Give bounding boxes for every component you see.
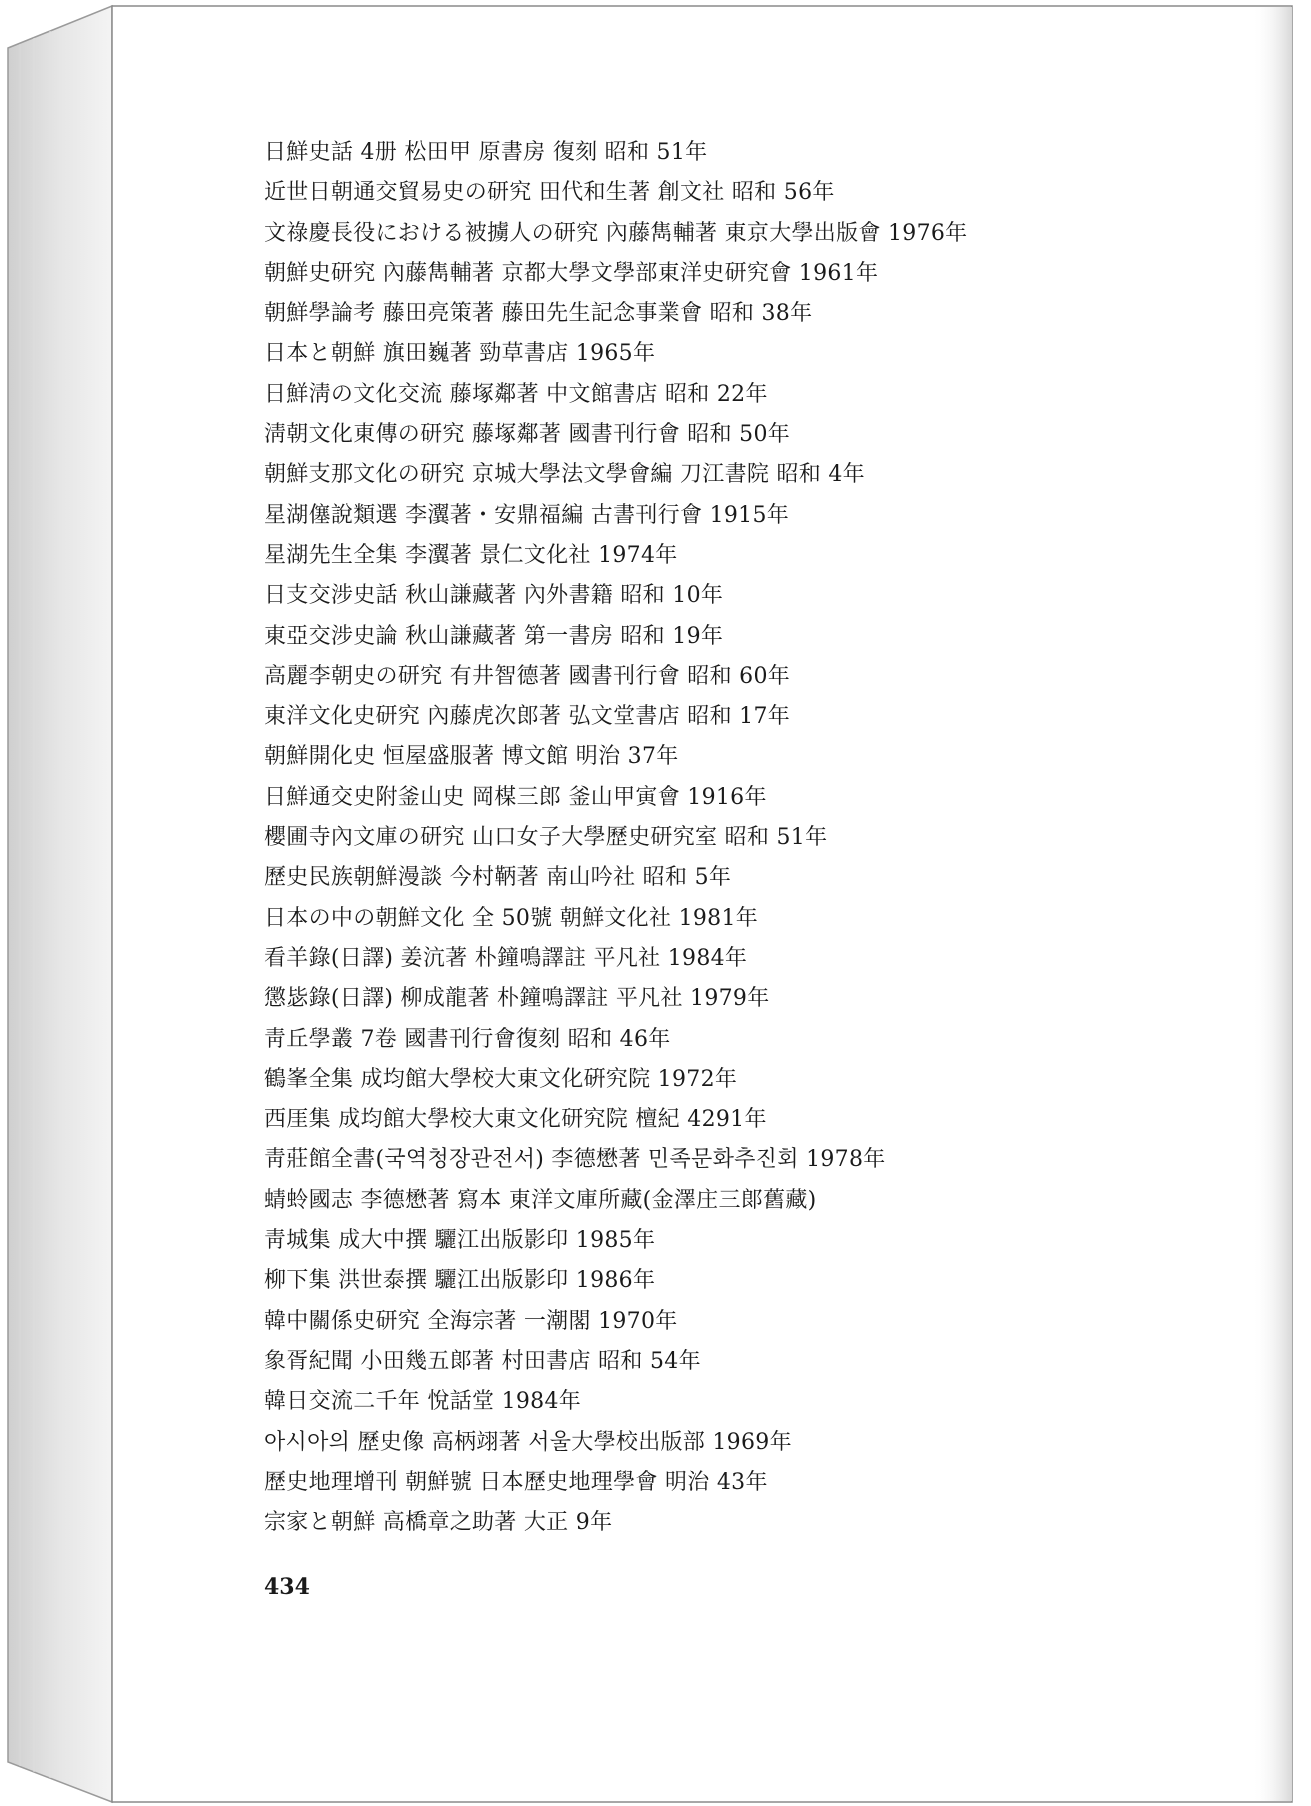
list-item: 淸朝文化東傳の研究 藤塚鄰著 國書刊行會 昭和 50年 [264, 422, 791, 448]
list-item: 靑城集 成大中撰 驪江出版影印 1985年 [264, 1228, 656, 1254]
list-item: 東洋文化史研究 內藤虎次郎著 弘文堂書店 昭和 17年 [264, 704, 791, 730]
list-item: 歷史民族朝鮮漫談 今村鞆著 南山吟社 昭和 5年 [264, 865, 732, 891]
list-item: 星湖僿說類選 李瀷著・安鼎福編 古書刊行會 1915年 [264, 502, 790, 528]
list-item: 蜻蛉國志 李德懋著 寫本 東洋文庫所藏(金澤庄三郞舊藏) [264, 1187, 817, 1213]
list-item: 宗家と朝鮮 高橋章之助著 大正 9年 [264, 1510, 613, 1536]
list-item: 朝鮮史研究 內藤雋輔著 京都大學文學部東洋史研究會 1961年 [264, 260, 879, 286]
list-item: 아시아의 歷史像 高柄翊著 서울大學校出版部 1969年 [264, 1429, 792, 1455]
list-item: 近世日朝通交貿易史の研究 田代和生著 創文社 昭和 56年 [264, 180, 835, 206]
list-item: 文祿慶長役における被擄人の研究 內藤雋輔著 東京大學出版會 1976年 [264, 220, 968, 246]
list-item: 日本の中の朝鮮文化 全 50號 朝鮮文化社 1981年 [264, 905, 759, 931]
list-item: 靑莊館全書(국역청장관전서) 李德懋著 민족문화추진회 1978年 [264, 1147, 886, 1173]
list-item: 朝鮮學論考 藤田亮策著 藤田先生記念事業會 昭和 38年 [264, 301, 813, 327]
list-item: 日本と朝鮮 旗田巍著 勁草書店 1965年 [264, 341, 656, 367]
list-item: 韓中關係史研究 全海宗著 一潮閣 1970年 [264, 1308, 678, 1334]
page-number: 434 [264, 1574, 310, 1600]
list-item: 高麗李朝史の研究 有井智德著 國書刊行會 昭和 60年 [264, 663, 791, 689]
list-item: 西厓集 成均館大學校大東文化研究院 檀紀 4291年 [264, 1107, 767, 1133]
list-item: 日鮮淸の文化交流 藤塚鄰著 中文館書店 昭和 22年 [264, 381, 768, 407]
list-item: 歷史地理增刊 朝鮮號 日本歷史地理學會 明治 43年 [264, 1469, 768, 1495]
list-item: 鶴峯全集 成均館大學校大東文化硏究院 1972年 [264, 1066, 738, 1092]
list-item: 懲毖錄(日譯) 柳成龍著 朴鐘鳴譯註 平凡社 1979年 [264, 986, 770, 1012]
list-item: 日支交涉史話 秋山謙藏著 內外書籍 昭和 10年 [264, 583, 724, 609]
list-item: 象胥紀聞 小田幾五郞著 村田書店 昭和 54年 [264, 1348, 701, 1374]
list-item: 星湖先生全集 李瀷著 景仁文化社 1974年 [264, 542, 678, 568]
list-item: 柳下集 洪世泰撰 驪江出版影印 1986年 [264, 1268, 656, 1294]
list-item: 靑丘學叢 7卷 國書刊行會復刻 昭和 46年 [264, 1026, 671, 1052]
bibliography-list [264, 133, 967, 1543]
list-item: 朝鮮開化史 恒屋盛服著 博文館 明治 37年 [264, 744, 679, 770]
list-item: 看羊錄(日譯) 姜沆著 朴鐘鳴譯註 平凡社 1984年 [264, 945, 748, 971]
list-item: 櫻圃寺內文庫の研究 山口女子大學歷史研究室 昭和 51年 [264, 825, 828, 851]
list-item: 日鮮通交史附釜山史 岡楳三郎 釜山甲寅會 1916年 [264, 784, 767, 810]
list-item: 朝鮮支那文化の研究 京城大學法文學會編 刀江書院 昭和 4年 [264, 462, 865, 488]
list-item: 日鮮史話 4册 松田甲 原書房 復刻 昭和 51年 [264, 140, 708, 165]
list-item: 東亞交涉史論 秋山謙藏著 第一書房 昭和 19年 [264, 623, 724, 649]
list-item: 韓日交流二千年 悅話堂 1984年 [264, 1389, 582, 1415]
